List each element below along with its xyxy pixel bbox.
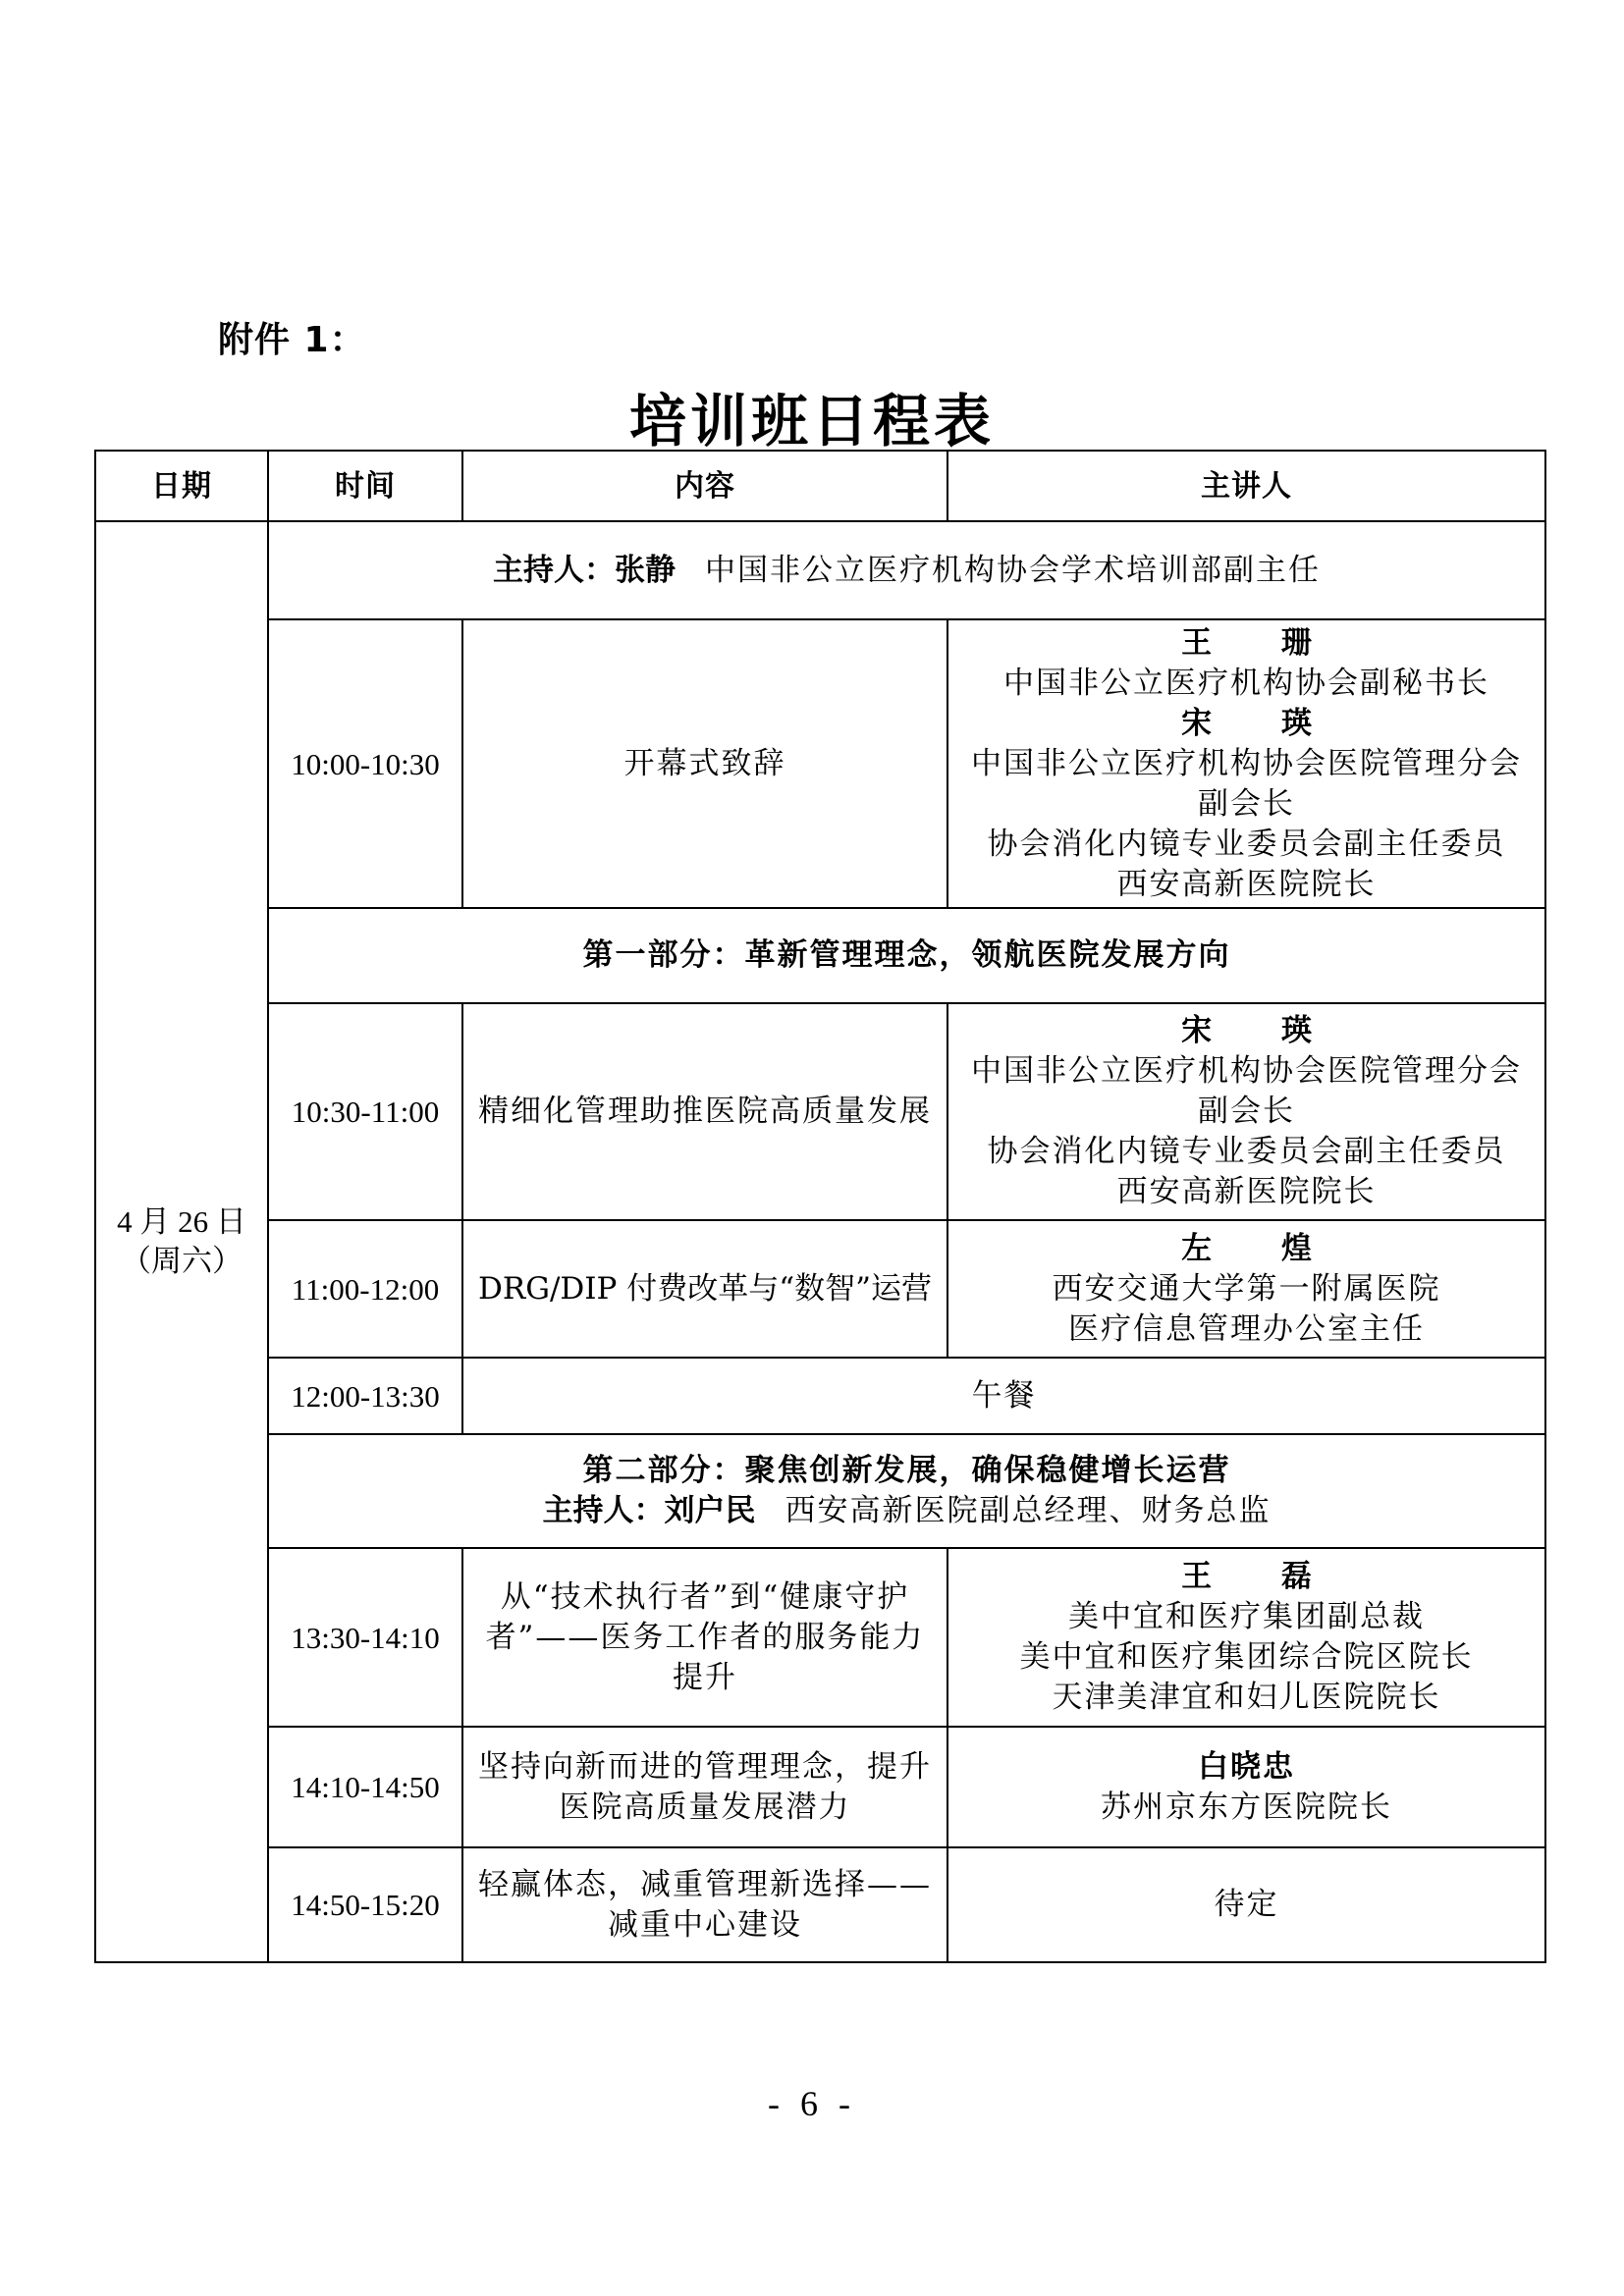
host1-desc: 中国非公立医疗机构协会学术培训部副主任 — [705, 552, 1321, 588]
session-content: DRG/DIP 付费改革与“数智”运营 — [462, 1220, 947, 1358]
session-content: 从“技术执行者”到“健康守护者”——医务工作者的服务能力提升 — [462, 1548, 947, 1727]
session-time: 14:50-15:20 — [268, 1847, 462, 1962]
speaker-name: 左 煌 — [1181, 1230, 1341, 1266]
session-time: 12:00-13:30 — [268, 1358, 462, 1434]
speaker-cell — [947, 1727, 1545, 1847]
speaker-name: 白晓忠 — [1198, 1748, 1295, 1785]
speaker-title: 西安高新医院院长 — [1116, 1174, 1377, 1209]
speaker-title: 中国非公立医疗机构协会医院管理分会副会长 — [971, 1053, 1522, 1129]
header-content: 内容 — [462, 451, 947, 521]
speaker-name: 宋 瑛 — [1181, 1013, 1341, 1048]
session-row — [95, 1847, 1545, 1962]
session-row — [95, 1548, 1545, 1727]
date-cell — [95, 521, 268, 1962]
session-content: 精细化管理助推医院高质量发展 — [462, 1003, 947, 1220]
host1-cell — [268, 521, 1545, 619]
speaker-title: 苏州京东方医院院长 — [1101, 1789, 1392, 1825]
header-speaker: 主讲人 — [947, 451, 1545, 521]
speaker-cell — [947, 1220, 1545, 1358]
page-number: - 6 - — [768, 2084, 856, 2123]
header-row — [95, 451, 1545, 521]
session-time: 14:10-14:50 — [268, 1727, 462, 1847]
part2-cell — [268, 1434, 1545, 1548]
lunch-row — [95, 1358, 1545, 1434]
date-day: 4 月 26 日 — [117, 1204, 246, 1239]
session-row — [95, 1003, 1545, 1220]
speaker-title: 中国非公立医疗机构协会医院管理分会副会长 — [971, 745, 1522, 822]
speaker-cell — [947, 1548, 1545, 1727]
speaker-title: 医疗信息管理办公室主任 — [1068, 1310, 1425, 1347]
session-time: 13:30-14:10 — [268, 1548, 462, 1727]
speaker-tbd: 待定 — [947, 1847, 1545, 1962]
session-time: 10:30-11:00 — [268, 1003, 462, 1220]
host-row — [95, 521, 1545, 619]
session-time: 10:00-10:30 — [268, 619, 462, 908]
host2-desc: 西安高新医院副总经理、财务总监 — [785, 1493, 1272, 1528]
page-title: 培训班日程表 — [628, 388, 995, 454]
speaker-title: 协会消化内镜专业委员会副主任委员 — [987, 1134, 1506, 1169]
part-row — [95, 1434, 1545, 1548]
date-weekday: （周六） — [121, 1244, 243, 1279]
lunch-label: 午餐 — [462, 1358, 1545, 1434]
speaker-name: 宋 瑛 — [1181, 705, 1341, 741]
host1-label: 主持人：张静 — [493, 552, 676, 588]
speaker-title: 美中宜和医疗集团综合院区院长 — [1019, 1639, 1474, 1675]
session-row — [95, 1727, 1545, 1847]
schedule-table — [94, 450, 1546, 1963]
speaker-title: 中国非公立医疗机构协会副秘书长 — [1003, 665, 1489, 701]
session-row — [95, 619, 1545, 908]
speaker-title: 美中宜和医疗集团副总裁 — [1068, 1599, 1425, 1634]
speaker-title: 西安交通大学第一附属医院 — [1052, 1270, 1441, 1307]
part2-title: 第二部分：聚焦创新发展，确保稳健增长运营 — [582, 1453, 1231, 1488]
speaker-name: 王 磊 — [1181, 1559, 1341, 1594]
header-time: 时间 — [268, 451, 462, 521]
header-date: 日期 — [95, 451, 268, 521]
speaker-cell — [947, 619, 1545, 908]
host2-label: 主持人：刘户民 — [542, 1493, 756, 1528]
speaker-name: 王 珊 — [1181, 624, 1341, 661]
session-row — [95, 1220, 1545, 1358]
session-time: 11:00-12:00 — [268, 1220, 462, 1358]
session-content: 轻赢体态，减重管理新选择——减重中心建设 — [462, 1847, 947, 1962]
part-row — [95, 908, 1545, 1003]
speaker-title: 天津美津宜和妇儿医院院长 — [1052, 1680, 1441, 1715]
session-content: 开幕式致辞 — [462, 619, 947, 908]
speaker-title: 协会消化内镜专业委员会副主任委员 — [987, 826, 1506, 862]
attachment-label: 附件 1： — [218, 320, 366, 360]
session-content: 坚持向新而进的管理理念，提升医院高质量发展潜力 — [462, 1727, 947, 1847]
speaker-cell — [947, 1003, 1545, 1220]
part1-title: 第一部分：革新管理理念，领航医院发展方向 — [268, 908, 1545, 1003]
speaker-title: 西安高新医院院长 — [1116, 866, 1377, 902]
